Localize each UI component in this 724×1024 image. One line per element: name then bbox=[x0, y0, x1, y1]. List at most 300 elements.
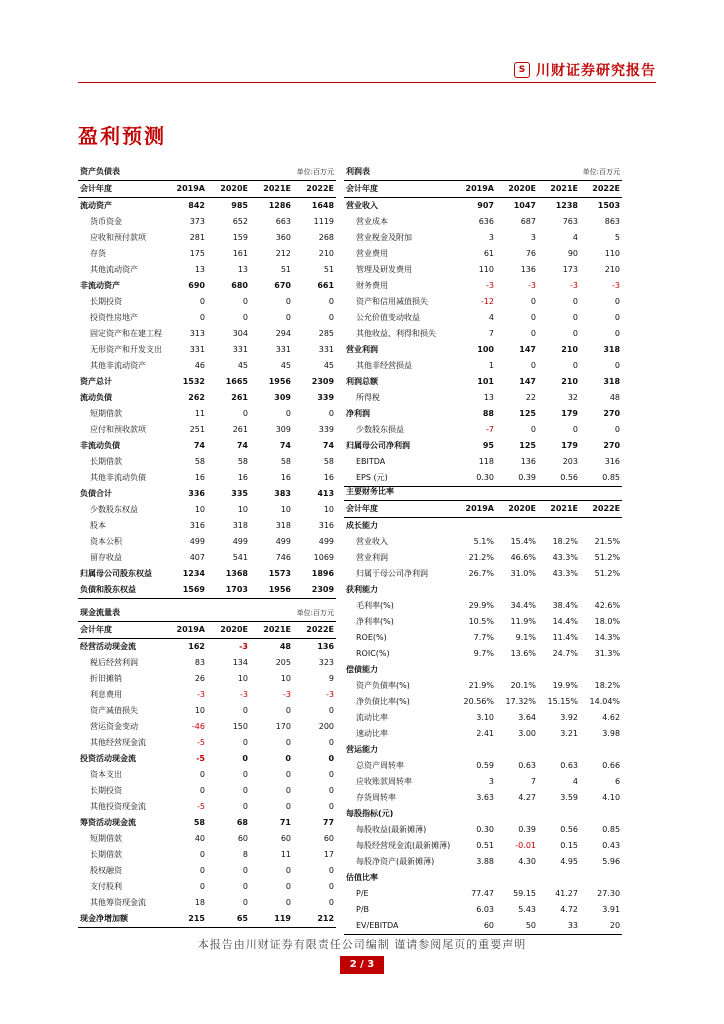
cell-value: 7 bbox=[530, 777, 536, 786]
row-label: 每股指标(元) bbox=[346, 809, 394, 818]
cell-value: 339 bbox=[317, 393, 335, 402]
cell-value: 60 bbox=[454, 918, 496, 935]
cell-value: 5.43 bbox=[518, 905, 536, 914]
cell-value: 100 bbox=[477, 345, 494, 354]
table-row bbox=[344, 854, 622, 870]
table-row bbox=[344, 550, 622, 566]
cell-value: 1503 bbox=[597, 201, 621, 210]
row-label: 净利润 bbox=[346, 409, 370, 418]
cell-value bbox=[496, 806, 538, 822]
cell-value: 3.88 bbox=[476, 857, 494, 866]
header-divider bbox=[78, 82, 656, 83]
cell-value: 3.59 bbox=[560, 793, 578, 802]
cell-value: -46 bbox=[191, 722, 205, 731]
cell-value: 3 bbox=[488, 777, 494, 786]
cell-value: 215 bbox=[164, 911, 207, 928]
cell-value: 33 bbox=[538, 918, 580, 935]
row-label: 所得税 bbox=[356, 393, 380, 402]
row-label: 少数股东损益 bbox=[356, 425, 404, 434]
cell-value: 985 bbox=[231, 201, 248, 210]
cell-value: 10 bbox=[280, 674, 291, 683]
column-header-year: 2019A bbox=[164, 181, 207, 198]
cell-value: 3.91 bbox=[602, 905, 621, 914]
table-row bbox=[344, 374, 622, 390]
cell-value: 15.15% bbox=[547, 697, 578, 706]
table-row bbox=[344, 902, 622, 918]
cell-value: 0 bbox=[199, 882, 205, 891]
cell-value: 0 bbox=[199, 313, 205, 322]
row-label: 存货周转率 bbox=[356, 793, 396, 802]
table-row bbox=[344, 358, 622, 374]
cell-value: 4.30 bbox=[518, 857, 536, 866]
cell-value: 0 bbox=[242, 409, 248, 418]
cell-value: 65 bbox=[207, 911, 250, 928]
row-label: EPS (元) bbox=[344, 470, 454, 487]
row-label: 每股经营现金流(最新摊薄) bbox=[356, 841, 451, 850]
row-label: 其他投资现金流 bbox=[90, 802, 146, 811]
cell-value: 318 bbox=[275, 521, 291, 530]
cell-value: 40 bbox=[194, 834, 205, 843]
row-label: 归属于母公司净利润 bbox=[356, 569, 428, 578]
table-row bbox=[78, 390, 336, 406]
cell-value: 1286 bbox=[268, 201, 291, 210]
table-unit: 单位:百万元 bbox=[207, 605, 336, 622]
table-row bbox=[78, 198, 336, 215]
cell-value: 261 bbox=[231, 393, 248, 402]
cell-value: 1532 bbox=[182, 377, 205, 386]
row-label: 估值比率 bbox=[346, 873, 378, 882]
income-statement-table bbox=[344, 164, 622, 487]
column-header-year: 2021E bbox=[250, 181, 293, 198]
cell-value: 0 bbox=[285, 802, 291, 811]
cell-value: 663 bbox=[275, 217, 291, 226]
table-row bbox=[344, 870, 622, 886]
row-label: 其他非流动负债 bbox=[90, 473, 146, 482]
row-label: 股本 bbox=[90, 521, 106, 530]
cell-value: 210 bbox=[604, 265, 621, 274]
cell-value: 10 bbox=[237, 505, 248, 514]
cell-value: 331 bbox=[189, 345, 205, 354]
table-row bbox=[78, 703, 336, 719]
cell-value: 339 bbox=[318, 425, 335, 434]
cell-value: 173 bbox=[562, 265, 578, 274]
table-row bbox=[344, 422, 622, 438]
cell-value: 270 bbox=[603, 409, 621, 418]
row-label: 短期借款 bbox=[90, 409, 122, 418]
cell-value: 13 bbox=[237, 265, 248, 274]
cell-value: 9.1% bbox=[515, 633, 536, 642]
cell-value: 0 bbox=[242, 802, 248, 811]
cell-value: 4 bbox=[572, 233, 578, 242]
cell-value: 0 bbox=[328, 786, 335, 795]
cell-value: 18 bbox=[194, 898, 205, 907]
row-label: EBITDA bbox=[356, 457, 386, 466]
cell-value: 14.3% bbox=[594, 633, 621, 642]
cell-value: 1368 bbox=[225, 569, 248, 578]
row-label: 利润总额 bbox=[346, 377, 378, 386]
row-label: 营业收入 bbox=[346, 201, 378, 210]
cell-value: -12 bbox=[480, 297, 494, 306]
row-label: 长期投资 bbox=[90, 297, 122, 306]
table-row bbox=[78, 582, 336, 599]
row-label: 营业费用 bbox=[356, 249, 388, 258]
row-label: 非流动资产 bbox=[80, 281, 120, 290]
cell-value: 0 bbox=[328, 297, 335, 306]
table-row bbox=[78, 422, 336, 438]
cell-value: 661 bbox=[317, 281, 335, 290]
cell-value: 200 bbox=[318, 722, 335, 731]
cell-value: 45 bbox=[323, 361, 335, 370]
cell-value: 10 bbox=[237, 674, 248, 683]
table-title: 资产负债表 bbox=[78, 164, 207, 181]
table-title-row bbox=[344, 164, 622, 181]
cell-value: 0 bbox=[530, 425, 536, 434]
table-header-row bbox=[78, 181, 336, 198]
cell-value: 90 bbox=[567, 249, 578, 258]
table-unit: 单位:百万元 bbox=[207, 164, 336, 181]
cell-value: 5.96 bbox=[602, 857, 621, 866]
table-row bbox=[344, 518, 622, 535]
column-header-year: 2020E bbox=[496, 501, 538, 518]
cell-value: 11.9% bbox=[510, 617, 536, 626]
cell-value: 9.7% bbox=[473, 649, 494, 658]
cell-value: 499 bbox=[232, 537, 248, 546]
cell-value: 1956 bbox=[250, 582, 293, 599]
table-row bbox=[78, 310, 336, 326]
cell-value: 0.85 bbox=[580, 470, 622, 487]
table-row bbox=[344, 662, 622, 678]
cell-value: 20 bbox=[580, 918, 622, 935]
row-label: 营运资金变动 bbox=[90, 722, 138, 731]
table-header-row bbox=[344, 501, 622, 518]
cell-value: 205 bbox=[275, 658, 291, 667]
cell-value: 636 bbox=[478, 217, 494, 226]
row-label: 现金净增加额 bbox=[78, 911, 164, 928]
page-header bbox=[0, 0, 724, 90]
cell-value: 0.63 bbox=[518, 761, 536, 770]
table-row bbox=[344, 310, 622, 326]
column-header-year: 2022E bbox=[580, 501, 622, 518]
cell-value: 0 bbox=[285, 898, 291, 907]
cell-value: 0 bbox=[328, 409, 335, 418]
row-label: ROE(%) bbox=[356, 633, 387, 642]
row-label: 负债和股东权益 bbox=[78, 582, 164, 599]
cell-value: 11.4% bbox=[552, 633, 578, 642]
row-label: 资产负债率(%) bbox=[356, 681, 410, 690]
table-row bbox=[344, 614, 622, 630]
row-label: 流动比率 bbox=[356, 713, 388, 722]
row-label: 存货 bbox=[90, 249, 106, 258]
table-row bbox=[344, 774, 622, 790]
cell-value: 0.56 bbox=[560, 825, 578, 834]
table-row bbox=[344, 566, 622, 582]
row-label: 非流动负债 bbox=[80, 441, 120, 450]
table-row bbox=[344, 886, 622, 902]
cell-value: 41.27 bbox=[555, 889, 578, 898]
cell-value: 652 bbox=[232, 217, 248, 226]
table-title-row bbox=[78, 164, 336, 181]
cell-value bbox=[454, 806, 496, 822]
cell-value: 3.63 bbox=[476, 793, 494, 802]
cell-value: 499 bbox=[189, 537, 205, 546]
cell-value: 383 bbox=[274, 489, 291, 498]
cell-value: 251 bbox=[189, 425, 205, 434]
cell-value: 680 bbox=[231, 281, 248, 290]
table-row bbox=[78, 518, 336, 534]
cell-value: 0.39 bbox=[518, 825, 536, 834]
row-label: 流动负债 bbox=[80, 393, 112, 402]
cell-value: 0 bbox=[530, 329, 536, 338]
table-row bbox=[78, 534, 336, 550]
table-row bbox=[344, 630, 622, 646]
table-row bbox=[344, 278, 622, 294]
cell-value: 58 bbox=[323, 457, 335, 466]
cell-value: 10.5% bbox=[468, 617, 494, 626]
cell-value: 61 bbox=[483, 249, 494, 258]
cell-value: 16 bbox=[194, 473, 205, 482]
cell-value: 134 bbox=[232, 658, 248, 667]
row-label: 营业税金及附加 bbox=[356, 233, 412, 242]
row-label: 每股净资产(最新摊薄) bbox=[356, 857, 435, 866]
row-label: 流动资产 bbox=[80, 201, 112, 210]
table-row bbox=[78, 342, 336, 358]
row-label: 资本支出 bbox=[90, 770, 122, 779]
cell-value: 1119 bbox=[313, 217, 335, 226]
cell-value: 74 bbox=[322, 441, 335, 450]
cell-value: 4.62 bbox=[602, 713, 621, 722]
cell-value: -3 bbox=[486, 281, 494, 290]
table-row bbox=[344, 246, 622, 262]
table-row bbox=[344, 646, 622, 662]
row-label: 资产和信用减值损失 bbox=[356, 297, 428, 306]
row-label: 其他筹资现金流 bbox=[90, 898, 146, 907]
cell-value: 0 bbox=[572, 297, 578, 306]
cell-value: 5 bbox=[614, 233, 621, 242]
row-label: 长期投资 bbox=[90, 786, 122, 795]
cell-value: 162 bbox=[188, 642, 205, 651]
table-row bbox=[344, 758, 622, 774]
row-label: 速动比率 bbox=[356, 729, 388, 738]
cell-value: 203 bbox=[562, 457, 578, 466]
column-header-label: 会计年度 bbox=[78, 181, 164, 198]
cell-value: 58 bbox=[237, 457, 248, 466]
table-row bbox=[78, 895, 336, 911]
cell-value: 0 bbox=[242, 706, 248, 715]
row-label: 股权融资 bbox=[90, 866, 122, 875]
cell-value: 38.4% bbox=[552, 601, 578, 610]
page-number: 2 / 3 bbox=[340, 956, 384, 974]
cell-value: 51 bbox=[323, 265, 335, 274]
cell-value: 690 bbox=[188, 281, 205, 290]
cell-value: -3 bbox=[239, 642, 248, 651]
cell-value: 331 bbox=[275, 345, 291, 354]
column-header-year: 2021E bbox=[538, 501, 580, 518]
cell-value: 0 bbox=[530, 313, 536, 322]
cell-value: 281 bbox=[189, 233, 205, 242]
table-row bbox=[78, 687, 336, 703]
cell-value: 0 bbox=[328, 706, 335, 715]
row-label: 净负债比率(%) bbox=[356, 697, 410, 706]
table-unit: 单位:百万元 bbox=[496, 164, 622, 181]
cell-value: 27.30 bbox=[597, 889, 621, 898]
cell-value: 83 bbox=[194, 658, 205, 667]
company-logo-icon: S bbox=[514, 62, 530, 78]
cell-value: 32 bbox=[567, 393, 578, 402]
cell-value: 18.0% bbox=[594, 617, 621, 626]
cell-value: 318 bbox=[603, 345, 621, 354]
cell-value: 77.47 bbox=[471, 889, 494, 898]
cell-value: 270 bbox=[603, 441, 621, 450]
cell-value: 31.3% bbox=[594, 649, 621, 658]
row-label: 毛利率(%) bbox=[356, 601, 394, 610]
cell-value: 16 bbox=[237, 473, 248, 482]
row-label: 货币资金 bbox=[90, 217, 122, 226]
cell-value bbox=[496, 518, 538, 535]
table-header-row bbox=[344, 181, 622, 198]
row-label: 营运能力 bbox=[346, 745, 378, 754]
cell-value: 687 bbox=[520, 217, 536, 226]
cell-value bbox=[538, 662, 580, 678]
cell-value: 13 bbox=[483, 393, 494, 402]
table-row bbox=[78, 911, 336, 928]
table-row bbox=[78, 502, 336, 518]
cell-value bbox=[496, 582, 538, 598]
row-label: 财务费用 bbox=[356, 281, 388, 290]
row-label: 应收账款周转率 bbox=[356, 777, 412, 786]
cell-value: 48 bbox=[609, 393, 621, 402]
cell-value: 0 bbox=[614, 297, 621, 306]
cell-value: 119 bbox=[250, 911, 293, 928]
cell-value: 110 bbox=[604, 249, 621, 258]
row-label: P/B bbox=[356, 905, 370, 914]
table-row bbox=[78, 470, 336, 486]
table-row bbox=[78, 406, 336, 422]
cell-value bbox=[454, 582, 496, 598]
table-row bbox=[78, 550, 336, 566]
table-row bbox=[344, 406, 622, 422]
cell-value: 0 bbox=[285, 882, 291, 891]
table-row bbox=[78, 294, 336, 310]
row-label: 投资性房地产 bbox=[90, 313, 138, 322]
row-label: 固定资产和在建工程 bbox=[90, 329, 162, 338]
cell-value: 14.4% bbox=[552, 617, 578, 626]
cell-value: 0.51 bbox=[476, 841, 494, 850]
cell-value bbox=[538, 518, 580, 535]
table-row bbox=[78, 486, 336, 502]
cell-value: 763 bbox=[562, 217, 578, 226]
cell-value: 0 bbox=[242, 882, 248, 891]
cell-value: 0 bbox=[328, 738, 335, 747]
table-row bbox=[78, 326, 336, 342]
cell-value: 0.39 bbox=[496, 470, 538, 487]
table-row bbox=[344, 790, 622, 806]
cell-value: 58 bbox=[194, 457, 205, 466]
table-row bbox=[78, 230, 336, 246]
cell-value: 161 bbox=[232, 249, 248, 258]
row-label: 其他非流动资产 bbox=[90, 361, 146, 370]
cell-value: 45 bbox=[237, 361, 248, 370]
row-label: 总资产周转率 bbox=[356, 761, 404, 770]
cell-value: 13.6% bbox=[510, 649, 536, 658]
cell-value: 10 bbox=[280, 505, 291, 514]
cell-value: 77 bbox=[322, 818, 335, 827]
cell-value: 22 bbox=[525, 393, 536, 402]
cell-value bbox=[496, 870, 538, 886]
cell-value: 136 bbox=[520, 457, 536, 466]
cell-value: 0 bbox=[242, 770, 248, 779]
cell-value: 179 bbox=[561, 441, 578, 450]
column-header-label: 会计年度 bbox=[344, 501, 454, 518]
table-title: 主要财务比率 bbox=[344, 484, 622, 501]
row-label: 归属母公司净利润 bbox=[346, 441, 410, 450]
cell-value: 1069 bbox=[313, 553, 335, 562]
column-header-year: 2021E bbox=[250, 622, 293, 639]
row-label: 资产减值损失 bbox=[90, 706, 138, 715]
row-label: 营业利润 bbox=[356, 553, 388, 562]
cell-value: 294 bbox=[275, 329, 291, 338]
cell-value: 3.92 bbox=[560, 713, 578, 722]
cell-value: -3 bbox=[570, 281, 578, 290]
cell-value: 16 bbox=[280, 473, 291, 482]
table-row bbox=[344, 326, 622, 342]
cell-value bbox=[496, 742, 538, 758]
cell-value bbox=[454, 742, 496, 758]
cell-value: 110 bbox=[478, 265, 494, 274]
cell-value: 29.9% bbox=[468, 601, 494, 610]
cell-value: 304 bbox=[232, 329, 248, 338]
cell-value: -3 bbox=[528, 281, 536, 290]
cell-value: 1648 bbox=[311, 201, 335, 210]
cell-value: 336 bbox=[188, 489, 205, 498]
column-header-label: 会计年度 bbox=[344, 181, 454, 198]
cell-value: 17.32% bbox=[505, 697, 536, 706]
table-row bbox=[78, 815, 336, 831]
column-header-year: 2019A bbox=[454, 501, 496, 518]
cell-value: 0 bbox=[242, 786, 248, 795]
row-label: 支付股利 bbox=[90, 882, 122, 891]
cell-value: 21.2% bbox=[468, 553, 494, 562]
cell-value: 6 bbox=[614, 777, 621, 786]
cell-value: 26 bbox=[194, 674, 205, 683]
table-row bbox=[344, 918, 622, 935]
cell-value: 0 bbox=[614, 329, 621, 338]
row-label: 营业成本 bbox=[356, 217, 388, 226]
cell-value: 0 bbox=[242, 313, 248, 322]
row-label: 公允价值变动收益 bbox=[356, 313, 420, 322]
cell-value: 2309 bbox=[293, 582, 336, 599]
cell-value: 0 bbox=[614, 313, 621, 322]
table-row bbox=[78, 783, 336, 799]
cell-value: 907 bbox=[477, 201, 494, 210]
table-row bbox=[78, 671, 336, 687]
row-label: 其他收益、利得和损失 bbox=[356, 329, 436, 338]
cell-value: 0.66 bbox=[602, 761, 621, 770]
cell-value: 136 bbox=[520, 265, 536, 274]
cell-value: -3 bbox=[283, 690, 291, 699]
cell-value: 413 bbox=[317, 489, 335, 498]
cell-value: 0 bbox=[285, 706, 291, 715]
table-row bbox=[344, 598, 622, 614]
cell-value: 0.63 bbox=[560, 761, 578, 770]
table-row bbox=[344, 262, 622, 278]
cell-value: 316 bbox=[318, 521, 335, 530]
cell-value: 147 bbox=[519, 345, 536, 354]
cell-value: 19.9% bbox=[552, 681, 578, 690]
cell-value: 11 bbox=[194, 409, 205, 418]
footer-disclaimer: 本报告由川财证券有限责任公司编制 谨请参阅尾页的重要声明 bbox=[197, 938, 527, 951]
row-label: 其他非经营损益 bbox=[356, 361, 412, 370]
cell-value: 670 bbox=[274, 281, 291, 290]
